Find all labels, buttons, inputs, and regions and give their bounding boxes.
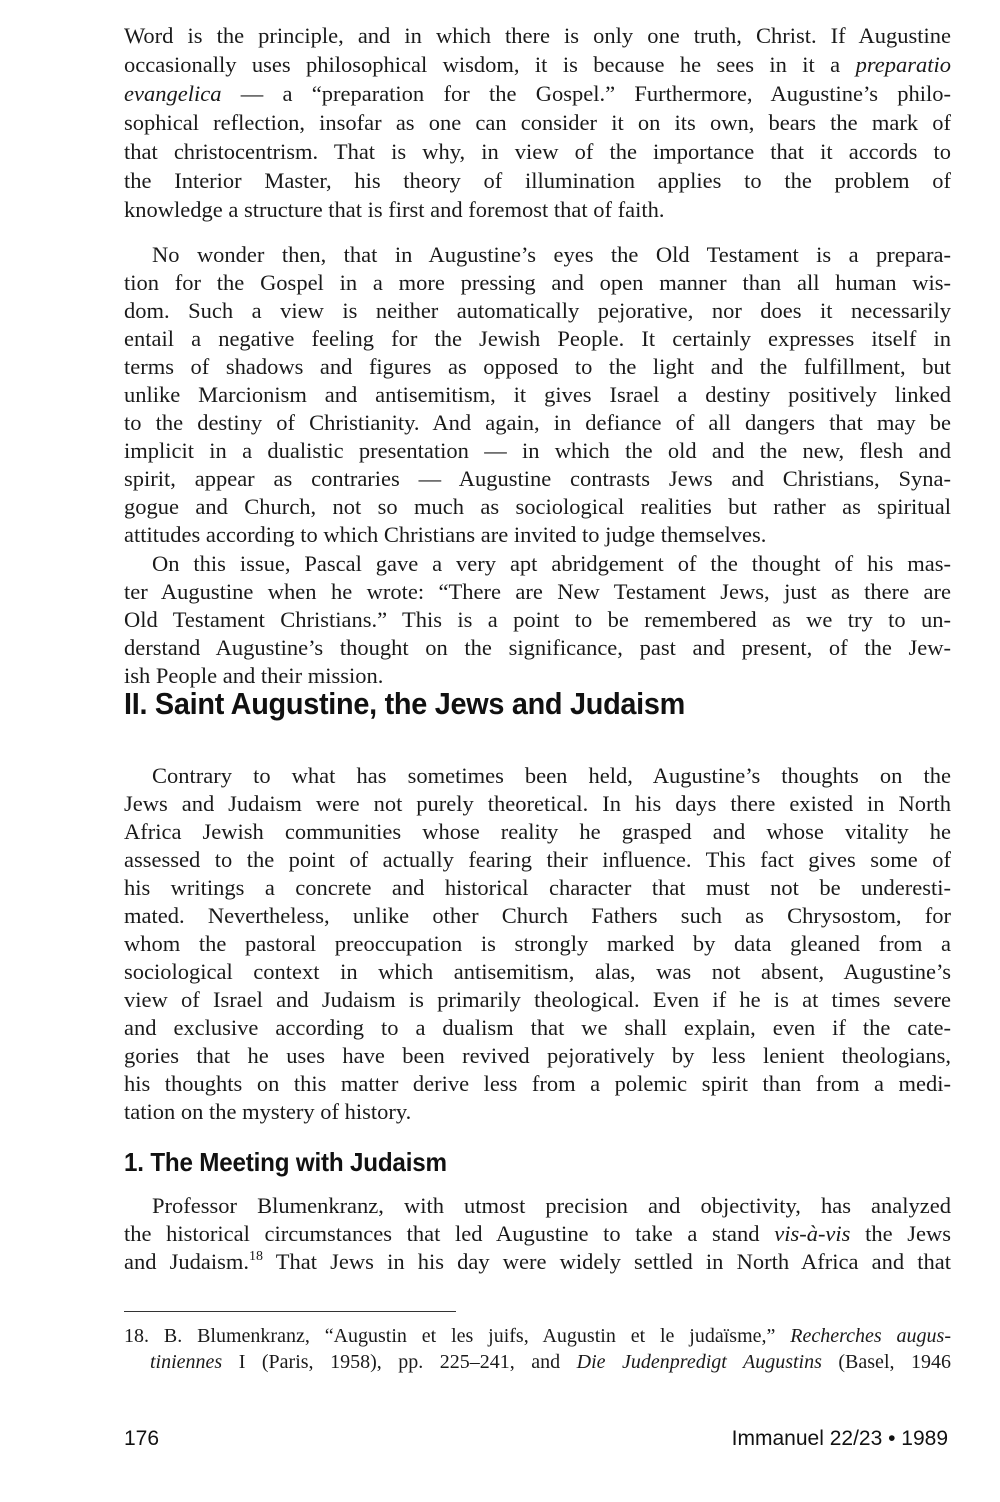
subsection-heading: 1. The Meeting with Judaism — [124, 1147, 447, 1177]
footnote-text: I (Paris, 1958), pp. 225–241, and — [222, 1351, 577, 1373]
footnote-book-title: Die Judenpredigt Augustins — [576, 1351, 822, 1373]
text-line: ter Augustine when he wrote: “There are New Testament Jews, just as there are — [124, 579, 951, 604]
footnote-text: (Basel, 1946 — [821, 1351, 952, 1373]
text-line: entail a negative feeling for the Jewish People. It certainly expresses itself in — [124, 326, 951, 351]
text-line: terms of shadows and figures as opposed to the light and the fulfillment, but — [124, 354, 951, 379]
text-line: gogue and Church, not so much as sociological realities but rather as spiritual — [124, 494, 951, 519]
text-line: tation on the mystery of history. — [124, 1099, 412, 1124]
text-line: ish People and their mission. — [124, 663, 384, 688]
text-line: sociological context in which antisemitism, alas, was not absent, Augustine’s — [124, 959, 951, 984]
text-line: sophical reflection, insofar as one can consider it on its own, bears the mark of — [124, 110, 951, 135]
text-line: unlike Marcionism and antisemitism, it gives Israel a destiny positively linked — [124, 382, 951, 407]
text-line: that christocentrism. That is why, in view of the importance that it accords to — [124, 139, 951, 164]
text-line: Word is the principle, and in which there is only one truth, Christ. If Augustine — [124, 23, 951, 48]
footnote-divider — [124, 1311, 456, 1312]
text-line: derstand Augustine’s thought on the significance, past and present, of the Jew- — [124, 635, 951, 660]
text-line: assessed to the point of actually fearing their influence. This fact gives some of — [124, 847, 951, 872]
text-line — [124, 80, 951, 108]
text-line: his writings a concrete and historical character that must not be underesti- — [124, 875, 951, 900]
text-line: No wonder then, that in Augustine’s eyes the Old Testament is a prepara- — [152, 242, 951, 267]
page-number: 176 — [124, 1427, 160, 1450]
text-span: occasionally uses philosophical wisdom, it is because he sees in it a — [124, 52, 856, 77]
section-heading: II. Saint Augustine, the Jews and Judaism — [124, 686, 686, 721]
italic-term: evangelica — [124, 81, 222, 106]
italic-term: preparatio — [855, 52, 951, 77]
footnote-reference[interactable]: 18 — [249, 1249, 264, 1264]
text-line: spirit, appear as contraries — Augustine contrasts Jews and Christians, Syna- — [124, 466, 951, 491]
footnote-journal-title: Recherches augus- — [790, 1325, 951, 1347]
text-line: and exclusive according to a dualism that we shall explain, even if the cate- — [124, 1015, 951, 1040]
text-line: mated. Nevertheless, unlike other Church Fathers such as Chrysostom, for — [124, 903, 951, 928]
footnote-text: 18. B. Blumenkranz, “Augustin et les juifs, Augustin et le judaïsme,” — [124, 1325, 791, 1347]
text-line: Old Testament Christians.” This is a point to be remembered as we try to un- — [124, 607, 951, 632]
text-line: tion for the Gospel in a more pressing and open manner than all human wis- — [124, 270, 951, 295]
text-line: Africa Jewish communities whose reality he grasped and whose vitality he — [124, 819, 951, 844]
text-span: the Jews — [850, 1221, 951, 1246]
text-line: Professor Blumenkranz, with utmost precision and objectivity, has analyzed — [152, 1193, 951, 1218]
text-span: the historical circumstances that led Augustine to take a stand — [124, 1221, 775, 1246]
text-line — [124, 51, 951, 79]
text-span: and Judaism. — [124, 1249, 250, 1274]
text-line: whom the pastoral preoccupation is strongly marked by data gleaned from a — [124, 931, 951, 956]
footnote-line — [124, 1323, 951, 1349]
text-line: Jews and Judaism were not purely theoretical. In his days there existed in North — [124, 791, 951, 816]
text-line: to the destiny of Christianity. And again, in defiance of all dangers that may be — [124, 410, 951, 435]
italic-term: vis-à-vis — [774, 1221, 851, 1246]
text-line — [124, 1220, 951, 1248]
text-line: attitudes according to which Christians are invited to judge themselves. — [124, 522, 767, 547]
text-line: knowledge a structure that is first and foremost that of faith. — [124, 197, 665, 222]
text-line — [124, 1248, 951, 1276]
text-line: Contrary to what has sometimes been held, Augustine’s thoughts on the — [152, 763, 951, 788]
text-line: view of Israel and Judaism is primarily theological. Even if he is at times severe — [124, 987, 951, 1012]
text-line: On this issue, Pascal gave a very apt abridgement of the thought of his mas- — [152, 551, 951, 576]
text-line: the Interior Master, his theory of illumination applies to the problem of — [124, 168, 951, 193]
text-line: his thoughts on this matter derive less from a polemic spirit than from a medi- — [124, 1071, 951, 1096]
text-line: gories that he uses have been revived pejoratively by less lenient theologians, — [124, 1043, 951, 1068]
text-line: dom. Such a view is neither automatically pejorative, nor does it necessarily — [124, 298, 951, 323]
text-span: That Jews in his day were widely settled in North Africa and that — [263, 1249, 951, 1274]
footnote-journal-title: tiniennes — [150, 1351, 223, 1373]
running-footer: Immanuel 22/23 • 1989 — [731, 1427, 948, 1450]
text-span: — a “preparation for the Gospel.” Furthermore, Augustine’s philo- — [221, 81, 951, 106]
text-line: implicit in a dualistic presentation — in which the old and the new, flesh and — [124, 438, 951, 463]
footnote-line — [150, 1349, 951, 1375]
